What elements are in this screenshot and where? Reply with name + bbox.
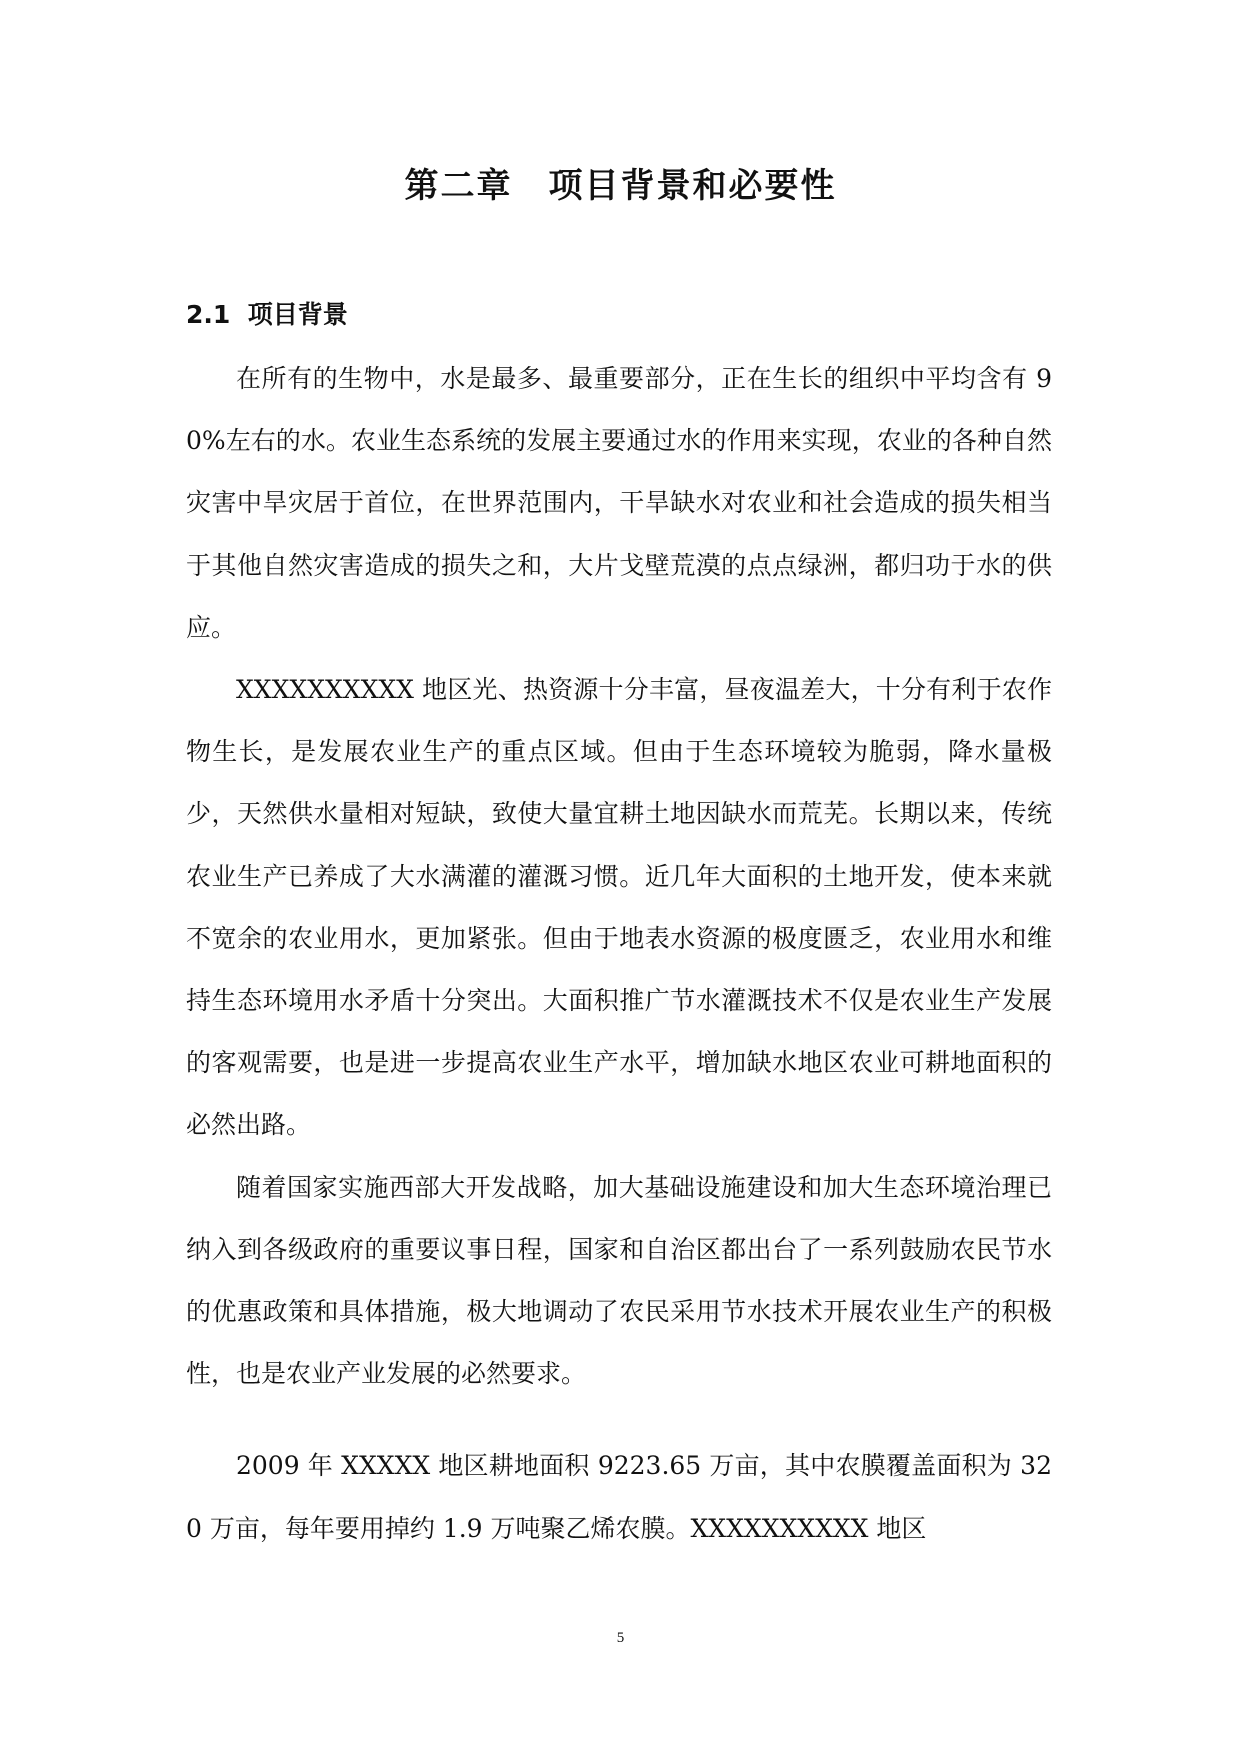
paragraph-regional-conditions: XXXXXXXXXX 地区光、热资源十分丰富，昼夜温差大，十分有利于农作物生长，是发展农业生产的重点区域。但由于生态环境较为脆弱，降水量极少，天然供水量相对短缺，致使大量宜耕土地因缺水而荒芜。长期以来，传统农业生产已养成了大水满灌的灌溉习惯。近几年大面积的土地开发，使本来就不宽余的农业用水，更加紧张。但由于地表水资源的极度匮乏，农业用水和维持生态环境用水矛盾十分突出。大面积推广节水灌溉技术不仅是农业生产发展的客观需要，也是进一步提高农业生产水平，增加缺水地区农业可耕地面积的必然出路。 (186, 675, 1052, 1140)
paragraph-farmland-statistics: 2009 年 XXXXX 地区耕地面积 9223.65 万亩，其中农膜覆盖面积为 320 万亩，每年要用掉约 1.9 万吨聚乙烯农膜。XXXXXXXXXX 地区 (186, 1451, 1052, 1543)
body-text (186, 348, 1052, 1560)
page-number: 5 (616, 1630, 625, 1646)
paragraph-water-importance: 在所有的生物中，水是最多、最重要部分，正在生长的组织中平均含有 90%左右的水。农业生态系统的发展主要通过水的作用来实现，农业的各种自然灾害中旱灾居于首位，在世界范围内，干旱缺水对农业和社会造成的损失相当于其他自然灾害造成的损失之和，大片戈壁荒漠的点点绿洲，都归功于水的供应。 (186, 364, 1052, 642)
chapter-title: 第二章 项目背景和必要性 (404, 166, 837, 206)
paragraph-national-policy: 随着国家实施西部大开发战略，加大基础设施建设和加大生态环境治理已纳入到各级政府的重要议事日程，国家和自治区都出台了一系列鼓励农民节水的优惠政策和具体措施，极大地调动了农民采用节水技术开展农业生产的积极性，也是农业产业发展的必然要求。 (186, 1172, 1052, 1389)
section-heading (186, 295, 348, 331)
section-title: 项目背景 (247, 300, 348, 329)
section-number: 2.1 (186, 300, 231, 329)
